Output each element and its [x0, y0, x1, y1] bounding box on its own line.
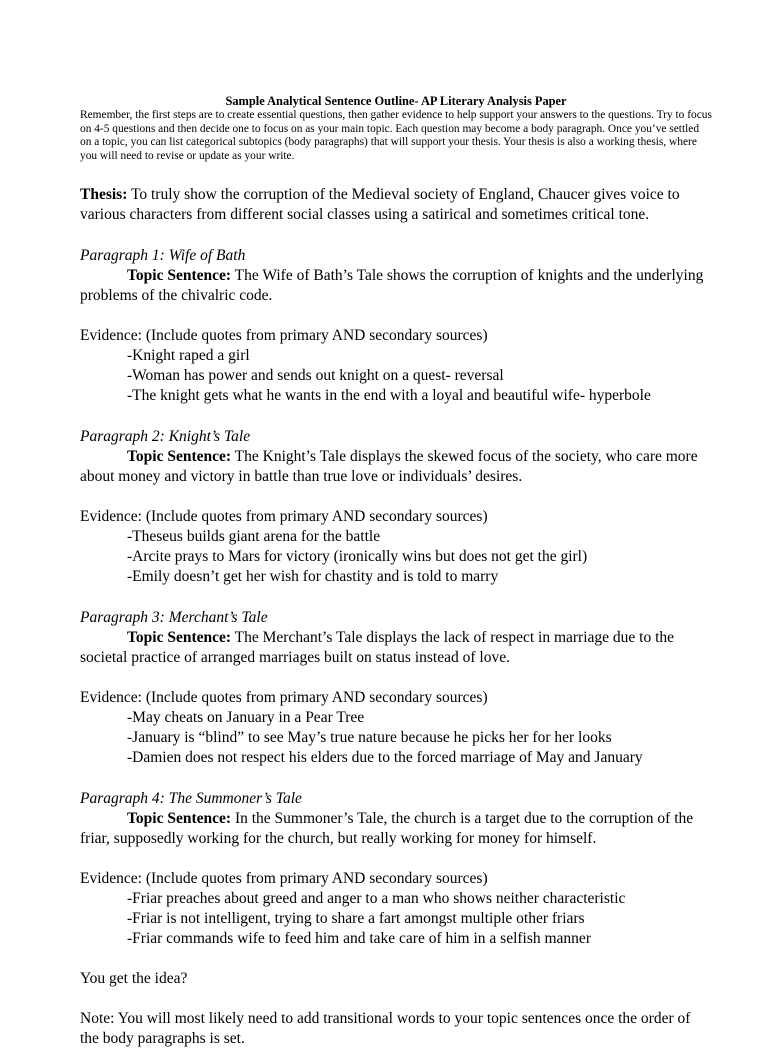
evidence-item: -Knight raped a girl — [127, 346, 250, 364]
topic-sentence — [80, 809, 712, 849]
evidence-item: -The knight gets what he wants in the end with a loyal and beautiful wife- hyperbole — [127, 386, 651, 404]
document-page — [80, 94, 712, 1049]
paragraph-section-3 — [80, 608, 712, 768]
paragraph-heading: Paragraph 3: Merchant’s Tale — [80, 608, 268, 626]
topic-sentence-label: Topic Sentence: — [127, 266, 232, 284]
evidence-item: -Friar commands wife to feed him and take care of him in a selfish manner — [127, 929, 591, 947]
topic-sentence — [80, 628, 712, 668]
paragraph-heading: Paragraph 1: Wife of Bath — [80, 246, 246, 264]
topic-sentence — [80, 266, 712, 306]
paragraph-section-2 — [80, 427, 712, 587]
intro-instructions: Remember, the first steps are to create essential questions, then gather evidence to help support your answers to the questions. Try to focus on 4-5 questions and then decide one to focus on as your main topic. Each question may become a body paragraph. Once you’ve settled on a topic, you can list categorical subtopics (body paragraphs) that will support your thesis. Your thesis is also a working thesis, where you will need to revise or update as your write. — [80, 109, 712, 163]
paragraph-section-4 — [80, 789, 712, 949]
thesis-label: Thesis: — [80, 185, 128, 203]
thesis-text: To truly show the corruption of the Medieval society of England, Chaucer gives voice to various characters from different social classes using a satirical and sometimes critical tone. — [80, 185, 680, 223]
paragraph-heading: Paragraph 2: Knight’s Tale — [80, 427, 251, 445]
paragraph-heading: Paragraph 4: The Summoner’s Tale — [80, 789, 302, 807]
topic-sentence-text: The Merchant’s Tale displays the lack of respect in marriage due to the societal practice of arranged marriages built on status instead of love. — [80, 628, 675, 666]
evidence-item: -Friar preaches about greed and anger to a man who shows neither characteristic — [127, 889, 626, 907]
thesis-statement — [80, 185, 712, 225]
evidence-block — [80, 688, 712, 768]
topic-sentence-text: The Knight’s Tale displays the skewed focus of the society, who care more about money and victory in battle than true love or individuals’ desires. — [80, 447, 698, 485]
evidence-heading: Evidence: (Include quotes from primary AND secondary sources) — [80, 326, 488, 344]
topic-sentence — [80, 447, 712, 487]
topic-sentence-label: Topic Sentence: — [127, 447, 232, 465]
evidence-item: -Woman has power and sends out knight on a quest- reversal — [127, 366, 504, 384]
closing-remark: You get the idea? — [80, 969, 188, 987]
evidence-item: -January is “blind” to see May’s true nature because he picks her for her looks — [127, 728, 612, 746]
evidence-item: -Arcite prays to Mars for victory (ironically wins but does not get the girl) — [127, 547, 588, 565]
evidence-heading: Evidence: (Include quotes from primary AND secondary sources) — [80, 869, 488, 887]
topic-sentence-label: Topic Sentence: — [127, 628, 232, 646]
paragraph-section-1 — [80, 246, 712, 406]
evidence-block — [80, 869, 712, 949]
evidence-block — [80, 507, 712, 587]
evidence-item: -Theseus builds giant arena for the battle — [127, 527, 381, 545]
closing-note: Note: You will most likely need to add transitional words to your topic sentences once the order of the body paragraphs is set. — [80, 1009, 691, 1047]
evidence-heading: Evidence: (Include quotes from primary AND secondary sources) — [80, 688, 488, 706]
evidence-block — [80, 326, 712, 406]
document-title: Sample Analytical Sentence Outline- AP Literary Analysis Paper — [225, 94, 567, 108]
evidence-item: -Friar is not intelligent, trying to share a fart amongst multiple other friars — [127, 909, 585, 927]
evidence-heading: Evidence: (Include quotes from primary AND secondary sources) — [80, 507, 488, 525]
topic-sentence-text: In the Summoner’s Tale, the church is a target due to the corruption of the friar, supposedly working for the church, but really working for money for himself. — [80, 809, 694, 847]
topic-sentence-label: Topic Sentence: — [127, 809, 232, 827]
evidence-item: -Emily doesn’t get her wish for chastity and is told to marry — [127, 567, 499, 585]
evidence-item: -May cheats on January in a Pear Tree — [127, 708, 365, 726]
topic-sentence-text: The Wife of Bath’s Tale shows the corruption of knights and the underlying problems of the chivalric code. — [80, 266, 704, 304]
evidence-item: -Damien does not respect his elders due to the forced marriage of May and January — [127, 748, 643, 766]
